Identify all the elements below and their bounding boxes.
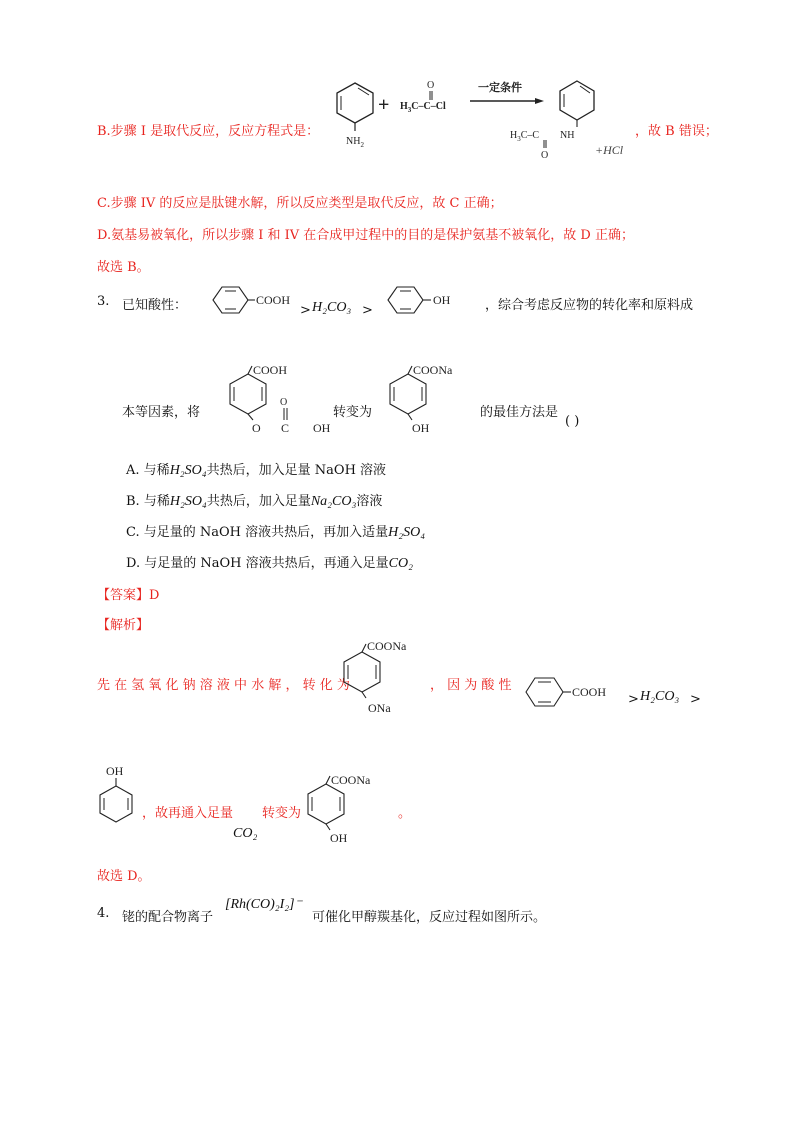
svg-text:OH: OH [433, 293, 451, 307]
option-label: B. [126, 494, 140, 509]
option-label: A. [126, 463, 140, 478]
option-text: 与足量的 NaOH 溶液共热后，再通入足量 [144, 556, 389, 571]
analysis-tag: 【解析】 [97, 618, 150, 633]
answer-tag: 【答案】D [97, 588, 160, 603]
question-3-stem-line2-c: 的最佳方法是 [480, 405, 559, 420]
option-label: D. [126, 556, 141, 571]
question-3-stem-line1-tail: ，综合考虑反应物的转化率和原料成 [485, 298, 694, 313]
option-d-analysis: D.氨基易被氧化，所以步骤 I 和 IV 在合成甲过程中的目的是保护氨基不被氧化，故 D 正确； [97, 228, 634, 243]
svg-text:O: O [252, 421, 261, 435]
option-text: 与足量的 NaOH 溶液共热后，再加入适量 [143, 525, 389, 540]
phenol-structure [92, 762, 142, 832]
svg-text:O: O [427, 80, 435, 91]
carbonic-acid-formula: H₂CO₃ [312, 300, 352, 315]
svg-text:COONa: COONa [367, 639, 407, 653]
svg-text:一定条件: 一定条件 [478, 82, 522, 94]
option-label: C. [126, 525, 140, 540]
benzoic-acid-structure [195, 282, 295, 318]
formula: Na₂CO₃ [310, 494, 357, 509]
question-3-stem-line2-a: 本等因素，将 [122, 405, 201, 420]
question-3-number: 3. [97, 294, 110, 309]
option-b[interactable] [126, 490, 382, 510]
svg-text:OH: OH [330, 831, 348, 845]
svg-text:C: C [281, 421, 290, 435]
option-text: 共热后，加入足量 NaOH 溶液 [206, 463, 387, 478]
reaction-scheme-b [330, 75, 650, 165]
svg-text:NH2: $NH_2$ [346, 136, 364, 149]
analysis-line1-b: ， 因 为 酸 性 [430, 678, 512, 693]
question-4-text-b: 可催化甲醇羰基化，反应过程如图所示。 [312, 910, 547, 925]
analysis-line2-a: ，故再通入足量 [142, 806, 234, 821]
disodium-salicylate-structure [332, 638, 442, 718]
svg-text:O: O [541, 150, 549, 161]
analysis-period: 。 [398, 806, 412, 821]
question-4-number: 4. [97, 906, 110, 921]
benzene-ring-icon [390, 374, 426, 414]
rhodium-complex-formula: [Rh(CO)₂I₂]⁻ [225, 897, 303, 912]
svg-text:COONa: COONa [413, 363, 453, 377]
formula: H₂SO₄ [169, 463, 207, 478]
formula: H₂SO₄ [169, 494, 207, 509]
answer-b-conclusion: 故选 B。 [97, 260, 150, 275]
gt-sign: > [628, 692, 639, 707]
option-c[interactable] [126, 521, 425, 541]
question-3-stem-line2-b: 转变为 [333, 405, 373, 420]
benzene-ring-icon [344, 652, 380, 692]
benzene-ring-icon [337, 83, 373, 123]
option-a[interactable] [126, 459, 386, 479]
sodium-salicylate-structure [378, 362, 488, 440]
svg-text:COOH: COOH [572, 685, 607, 699]
option-text: 共热后，加入足量 [206, 494, 311, 509]
svg-text:ONa: ONa [368, 701, 391, 715]
arrow-head-icon [535, 98, 544, 104]
carbonic-acid-formula: H₂CO₃ [640, 689, 680, 704]
gt-sign: > [300, 303, 311, 318]
phenol-structure [378, 282, 478, 318]
option-b-analysis-suffix: ，故 B 错误； [635, 124, 718, 139]
benzene-ring-icon [308, 784, 344, 824]
svg-text:H3C–C–Cl: $H_3C-C-Cl$ [400, 101, 446, 114]
answer-blank-parentheses: ( ) [565, 414, 580, 429]
benzene-ring-icon [100, 786, 132, 822]
formula: CO₂ [388, 556, 413, 571]
option-text: 溶液 [356, 494, 383, 509]
svg-text:COOH: COOH [256, 293, 291, 307]
benzoic-acid-structure [518, 672, 633, 712]
benzene-ring-icon [230, 374, 266, 414]
svg-text:OH: OH [313, 421, 331, 435]
svg-text:H3C–C: $H_3C-C$ [510, 130, 540, 143]
option-text: 与稀 [143, 463, 170, 478]
co2-formula: CO₂ [233, 826, 258, 841]
svg-text:+HCl: +HCl [595, 143, 624, 157]
svg-text:OH: OH [106, 764, 124, 778]
svg-text:COONa: COONa [331, 773, 371, 787]
formula: H₂SO₄ [388, 525, 426, 540]
svg-text:NH: NH [560, 130, 575, 141]
svg-text:COOH: COOH [253, 363, 288, 377]
option-c-analysis: C.步骤 IV 的反应是肽键水解，所以反应类型是取代反应，故 C 正确； [97, 196, 503, 211]
aspirin-structure [205, 362, 340, 440]
answer-d-conclusion: 故选 D。 [97, 869, 151, 884]
benzene-ring-icon [560, 81, 594, 120]
option-d[interactable] [126, 552, 413, 572]
svg-text:OH: OH [412, 421, 430, 435]
question-4-text-a: 铑的配合物离子 [122, 910, 214, 925]
svg-text:+: + [378, 94, 390, 116]
sodium-salicylate-structure [296, 772, 406, 848]
question-3-intro: 已知酸性： [122, 298, 188, 313]
option-b-analysis-prefix: B.步骤 I 是取代反应，反应方程式是： [97, 124, 320, 139]
gt-sign: > [362, 303, 373, 318]
analysis-line2-b: 转变为 [262, 806, 302, 821]
gt-sign: > [690, 692, 701, 707]
svg-text:O: O [280, 397, 288, 408]
option-text: 与稀 [143, 494, 170, 509]
analysis-line1-a: 先 在 氢 氧 化 钠 溶 液 中 水 解 ， 转 化 为 [97, 678, 350, 693]
